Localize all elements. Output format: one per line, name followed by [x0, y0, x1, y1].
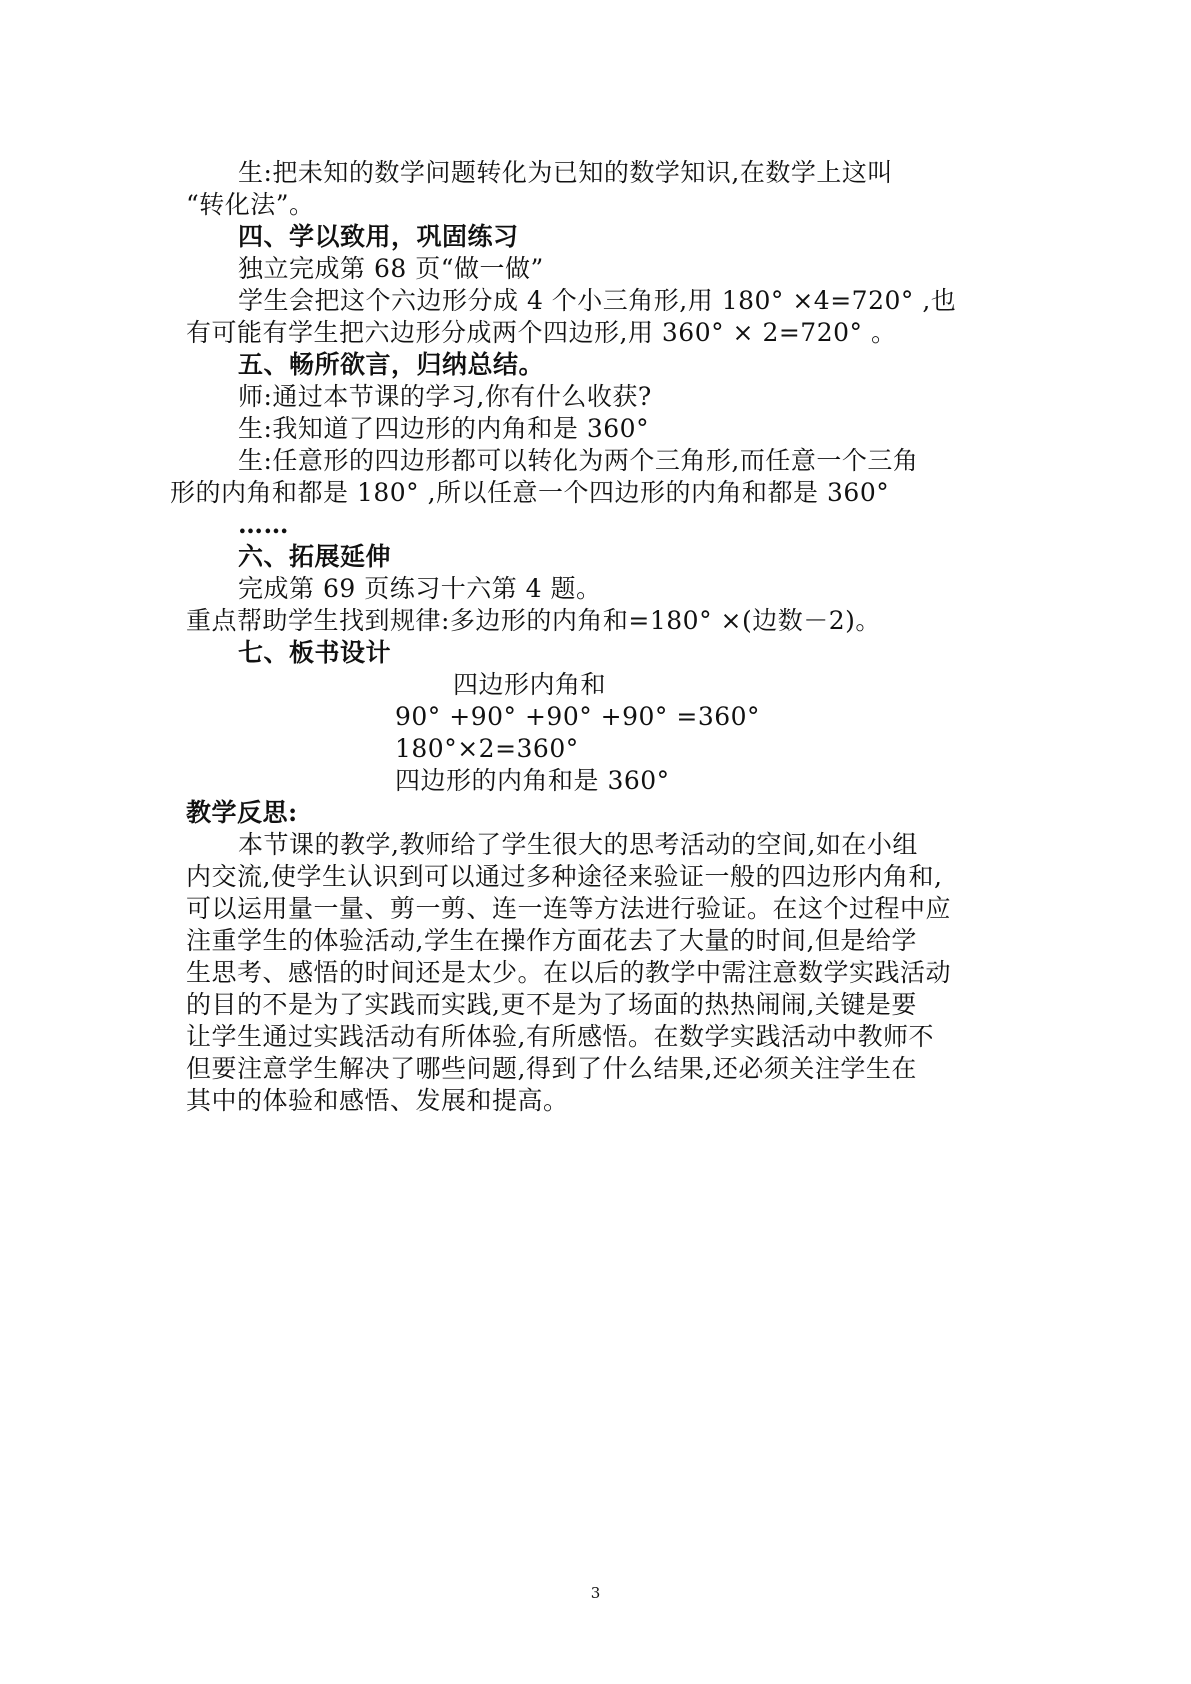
page-number: 3: [590, 1584, 601, 1602]
paragraph-line: 师:通过本节课的学习,你有什么收获?: [238, 382, 652, 411]
board-title: 四边形内角和: [453, 670, 607, 699]
reflection-line: 让学生通过实践活动有所体验,有所感悟。在数学实践活动中教师不: [186, 1022, 934, 1051]
reflection-line: 可以运用量一量、剪一剪、连一连等方法进行验证。在这个过程中应: [186, 894, 952, 923]
paragraph-line: 有可能有学生把六边形分成两个四边形,用 360° × 2=720° 。: [186, 318, 897, 347]
paragraph-line: 学生会把这个六边形分成 4 个小三角形,用 180° ×4=720° ,也: [238, 286, 957, 315]
paragraph-line: 生:任意形的四边形都可以转化为两个三角形,而任意一个三角: [238, 446, 919, 475]
board-line: 四边形的内角和是 360°: [395, 766, 670, 795]
reflection-line: 本节课的教学,教师给了学生很大的思考活动的空间,如在小组: [238, 830, 918, 859]
reflection-line: 内交流,使学生认识到可以通过多种途径来验证一般的四边形内角和,: [186, 862, 943, 891]
reflection-line: 的目的不是为了实践而实践,更不是为了场面的热热闹闹,关键是要: [186, 990, 917, 1019]
reflection-line: 注重学生的体验活动,学生在操作方面花去了大量的时间,但是给学: [186, 926, 917, 955]
section-heading: 五、畅所欲言，归纳总结。: [238, 350, 545, 379]
paragraph-line: 完成第 69 页练习十六第 4 题。: [238, 574, 602, 603]
paragraph-line: 形的内角和都是 180° ,所以任意一个四边形的内角和都是 360°: [170, 478, 890, 507]
board-line: 180°×2=360°: [395, 734, 579, 763]
paragraph-line: 生:我知道了四边形的内角和是 360°: [238, 414, 650, 443]
paragraph-line: 重点帮助学生找到规律:多边形的内角和=180° ×(边数－2)。: [186, 606, 881, 635]
section-heading: 七、板书设计: [238, 638, 392, 667]
section-heading: 六、拓展延伸: [238, 542, 392, 571]
paragraph-line: 独立完成第 68 页“做一做”: [238, 254, 544, 283]
reflection-line: 但要注意学生解决了哪些问题,得到了什么结果,还必须关注学生在: [186, 1054, 917, 1083]
reflection-line: 生思考、感悟的时间还是太少。在以后的教学中需注意数学实践活动: [186, 958, 952, 987]
reflection-line: 其中的体验和感悟、发展和提高。: [186, 1086, 569, 1115]
paragraph-line: “转化法”。: [186, 190, 315, 219]
ellipsis: ……: [238, 510, 289, 539]
board-line: 90° +90° +90° +90° =360°: [395, 702, 761, 731]
paragraph-line: 生:把未知的数学问题转化为已知的数学知识,在数学上这叫: [238, 158, 893, 187]
section-heading: 四、学以致用，巩固练习: [238, 222, 519, 251]
reflection-heading: 教学反思:: [186, 798, 298, 827]
